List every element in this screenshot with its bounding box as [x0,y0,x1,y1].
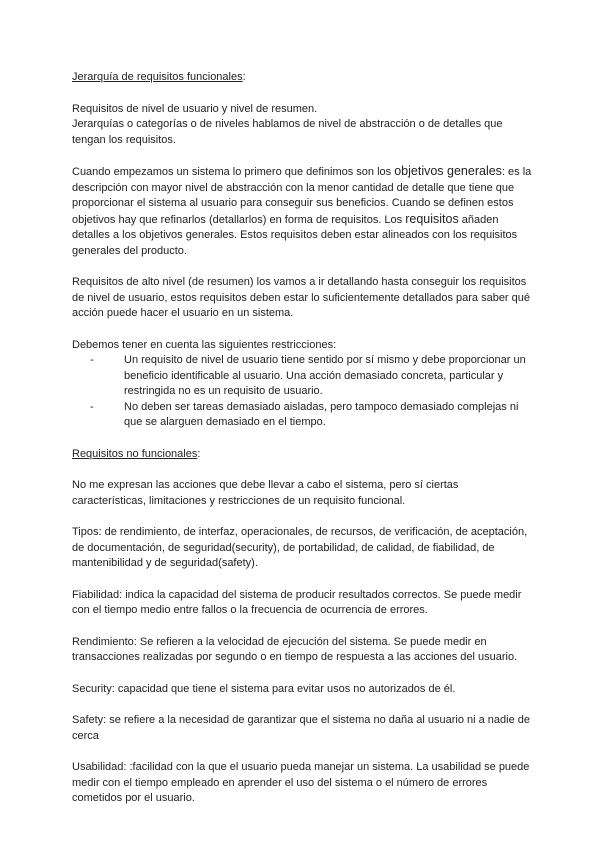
paragraph-niveles [72,102,532,149]
heading-requisitos-funcionales [72,70,532,86]
heading-colon: : [242,71,246,83]
heading-text: Requisitos no funcionales [72,447,198,460]
text-run: añaden detalles a los objetivos generales. Estos requisitos deben estar alineados con los requisitos generales del producto. [72,213,518,257]
paragraph-restricciones: Debemos tener en cuenta las siguientes restricciones: [72,338,337,351]
paragraph-line: Jerarquías o categorías o de niveles hablamos de nivel de abstracción o de detalles que tengan los requisitos. [72,118,503,146]
heading-text: Jerarquía de requisitos funcionales [72,71,243,83]
paragraph-objetivos [72,164,532,259]
text-run: Cuando empezamos un sistema lo primero que definimos son los [72,166,395,178]
document-page [72,70,532,823]
list-item: - No deben ser tareas demasiado aisladas, pero tampoco demasiado complejas ni que se alarguen demasiado en el tiempo. [90,400,532,431]
paragraph-intro-no-funcionales: No me expresan las acciones que debe llevar a cabo el sistema, pero sí ciertas características, limitaciones y restricciones de un requisito funcional. [72,479,459,507]
list-item: - Un requisito de nivel de usuario tiene sentido por sí mismo y debe proporcionar un beneficio identificable al usuario. Una acción demasiado concreta, particular y restringida no es un requisito de usuario. [90,353,532,400]
paragraph-fiabilidad: Fiabilidad: indica la capacidad del sistema de producir resultados correctos. Se puede medir con el tiempo medio entre fallos o la frecuencia de ocurrencia de errores. [72,588,522,616]
heading-colon: : [197,447,201,460]
paragraph-tipos: Tipos: de rendimiento, de interfaz, operacionales, de recursos, de verificación, de aceptación, de documentación, de seguridad(security), de portabilidad, de calidad, de fiabilidad, de mantenibilidad y de seguridad(safety). [72,526,528,569]
restrictions-list [72,353,532,431]
paragraph-line: Requisitos de nivel de usuario y nivel de resumen. [72,102,318,115]
paragraph-usabilidad: Usabilidad: :facilidad con la que el usuario pueda manejar un sistema. La usabilidad se puede medir con el tiempo empleado en aprender el uso del sistema o el número de errores cometidos por el usuario. [72,761,530,804]
paragraph-rendimiento: Rendimiento: Se refieren a la velocidad de ejecución del sistema. Se puede medir en transacciones realizadas por segundo o en tiempo de respuesta a las acciones del usuario. [72,635,518,663]
emphasis-objetivos-generales: objetivos generales [394,164,502,178]
paragraph-safety: Safety: se refiere a la necesidad de garantizar que el sistema no daña al usuario ni a nadie de cerca [72,714,531,742]
heading-requisitos-no-funcionales [72,447,532,463]
paragraph-alto-nivel: Requisitos de alto nivel (de resumen) los vamos a ir detallando hasta conseguir los requisitos de nivel de usuario, estos requisitos deben estar lo suficientemente detallados para saber qué acción puede hacer el usuario en un sistema. [72,276,531,319]
text-run: : es la descripción con mayor nivel de abstracción con la menor cantidad de detalle que tiene que proporcionar el sistema al usuario para conseguir sus beneficios. Cuando se definen estos objetivos hay que refinarlos (detallarlos) en forma de requisitos. Los [72,166,532,226]
paragraph-security: Security: capacidad que tiene el sistema para evitar usos no autorizados de él. [72,682,456,695]
emphasis-requisitos: requisitos [405,211,459,226]
